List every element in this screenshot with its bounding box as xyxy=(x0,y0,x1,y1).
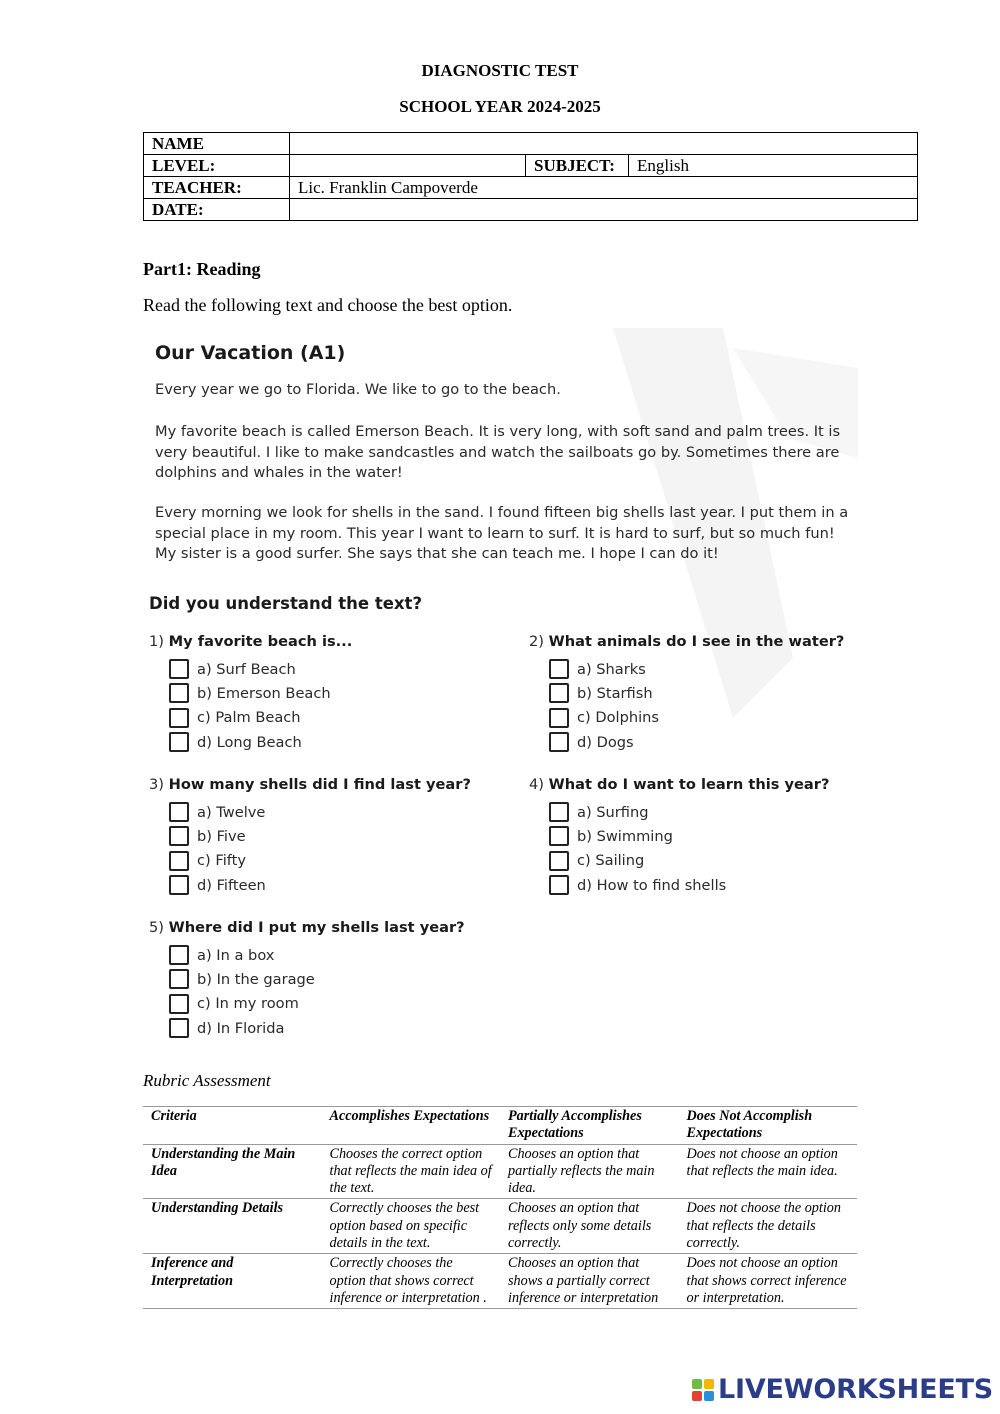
question-prompt: My favorite beach is... xyxy=(168,633,353,650)
rubric-header: Criteria xyxy=(151,1108,197,1124)
checkbox[interactable] xyxy=(169,945,189,965)
option-item[interactable] xyxy=(169,849,479,873)
subject-value: English xyxy=(629,155,918,177)
date-label: DATE: xyxy=(144,199,290,221)
option-label: c) Fifty xyxy=(197,852,246,870)
question-number: 4) xyxy=(529,776,544,793)
option-label: d) Dogs xyxy=(577,733,634,751)
option-item[interactable] xyxy=(169,800,479,824)
option-label: b) Swimming xyxy=(577,827,673,845)
question-text xyxy=(529,631,858,653)
rubric-criteria: Inference and Interpretation xyxy=(151,1255,234,1289)
rubric-criteria: Understanding Details xyxy=(151,1200,284,1217)
option-item[interactable] xyxy=(169,657,479,681)
question-3 xyxy=(149,774,479,897)
name-row xyxy=(144,133,918,155)
question-number: 2) xyxy=(529,633,544,650)
school-year: SCHOOL YEAR 2024-2025 xyxy=(399,97,601,116)
rubric-cell: Chooses an option that shows a partially correct inference or interpretation xyxy=(508,1255,659,1306)
question-number: 1) xyxy=(149,633,164,650)
question-prompt: What do I want to learn this year? xyxy=(548,776,830,793)
question-text xyxy=(149,774,479,796)
question-4 xyxy=(529,774,858,897)
name-label: NAME xyxy=(144,133,290,155)
date-field[interactable] xyxy=(290,199,918,221)
rubric-cell: Chooses the correct option that reflects the main idea of the text. xyxy=(329,1145,492,1197)
option-label: a) Twelve xyxy=(197,803,266,821)
option-item[interactable] xyxy=(169,730,479,754)
option-label: a) Surfing xyxy=(577,803,649,821)
rubric-cell: Correctly chooses the best option based on specific details in the text. xyxy=(329,1200,480,1252)
option-item[interactable] xyxy=(549,800,858,824)
logo-text: LIVEWORKSHEETS xyxy=(718,1374,994,1405)
checkbox[interactable] xyxy=(549,659,569,679)
checkbox[interactable] xyxy=(169,732,189,752)
checkbox[interactable] xyxy=(169,826,189,846)
option-item[interactable] xyxy=(169,992,479,1016)
option-item[interactable] xyxy=(169,706,479,730)
rubric-criteria: Understanding the Main Idea xyxy=(151,1145,296,1179)
question-number: 3) xyxy=(149,776,164,793)
option-item[interactable] xyxy=(549,849,858,873)
option-label: c) In my room xyxy=(197,995,299,1013)
option-item[interactable] xyxy=(169,824,479,848)
option-label: c) Dolphins xyxy=(577,709,659,727)
question-prompt: Where did I put my shells last year? xyxy=(168,919,465,936)
rubric-header: Accomplishes Expectations xyxy=(329,1108,490,1124)
date-row xyxy=(144,199,918,221)
level-label: LEVEL: xyxy=(144,155,290,177)
option-label: d) In Florida xyxy=(197,1019,285,1037)
option-item[interactable] xyxy=(169,1016,479,1040)
rubric-header: Partially Accomplishes Expectations xyxy=(508,1108,642,1142)
teacher-label: TEACHER: xyxy=(144,177,290,199)
option-label: d) Long Beach xyxy=(197,733,302,751)
teacher-value: Lic. Franklin Campoverde xyxy=(290,177,918,199)
option-item[interactable] xyxy=(549,873,858,897)
option-item[interactable] xyxy=(169,681,479,705)
rubric-row xyxy=(143,1144,857,1199)
option-item[interactable] xyxy=(549,730,858,754)
teacher-row xyxy=(144,177,918,199)
checkbox[interactable] xyxy=(169,708,189,728)
option-label: b) Emerson Beach xyxy=(197,684,331,702)
option-label: c) Palm Beach xyxy=(197,709,301,727)
checkbox[interactable] xyxy=(169,875,189,895)
option-label: b) Starfish xyxy=(577,684,653,702)
checkbox[interactable] xyxy=(549,683,569,703)
test-title: DIAGNOSTIC TEST xyxy=(421,61,579,80)
checkbox[interactable] xyxy=(169,683,189,703)
option-label: d) How to find shells xyxy=(577,876,727,894)
questions-heading: Did you understand the text? xyxy=(149,594,423,613)
checkbox[interactable] xyxy=(549,708,569,728)
instruction: Read the following text and choose the best option. xyxy=(143,295,513,315)
reading-paragraph: Every morning we look for shells in the sand. I found fifteen big shells last year. I put them in a special place in my room. This year I want to learn to surf. It is hard to surf, but so much fun! My sister is a good surfer. She says that she can teach me. I hope I can do it! xyxy=(155,504,849,562)
question-text xyxy=(149,631,479,653)
question-prompt: What animals do I see in the water? xyxy=(548,633,845,650)
name-field[interactable] xyxy=(290,133,918,155)
question-1 xyxy=(149,631,479,754)
subject-label: SUBJECT: xyxy=(526,155,629,177)
rubric-header: Does Not Accomplish Expectations xyxy=(686,1108,813,1142)
option-label: a) Surf Beach xyxy=(197,660,296,678)
question-2 xyxy=(529,631,858,754)
rubric-row xyxy=(143,1254,857,1309)
level-row xyxy=(144,155,918,177)
option-label: b) In the garage xyxy=(197,970,315,988)
logo-square xyxy=(692,1379,702,1389)
checkbox[interactable] xyxy=(169,802,189,822)
reading-paragraph: Every year we go to Florida. We like to go to the beach. xyxy=(155,381,561,398)
option-item[interactable] xyxy=(549,824,858,848)
rubric-cell: Correctly chooses the option that shows correct inference or interpretation . xyxy=(329,1255,487,1306)
option-item[interactable] xyxy=(549,706,858,730)
rubric-cell: Chooses an option that reflects only some details correctly. xyxy=(508,1200,652,1252)
rubric-cell: Does not choose the option that reflects the details correctly. xyxy=(686,1200,841,1252)
rubric-cell: Chooses an option that partially reflects the main idea. xyxy=(508,1145,655,1197)
option-item[interactable] xyxy=(169,943,479,967)
checkbox[interactable] xyxy=(549,732,569,752)
option-label: a) Sharks xyxy=(577,660,646,678)
checkbox[interactable] xyxy=(549,826,569,846)
question-text xyxy=(149,917,479,939)
option-item[interactable] xyxy=(169,967,479,991)
part-title: Part1: Reading xyxy=(143,259,261,279)
option-label: a) In a box xyxy=(197,946,275,964)
rubric-row xyxy=(143,1199,857,1254)
checkbox[interactable] xyxy=(169,659,189,679)
rubric-header-row xyxy=(143,1107,857,1145)
question-text xyxy=(529,774,858,796)
checkbox[interactable] xyxy=(169,969,189,989)
liveworksheets-logo-icon xyxy=(692,1379,714,1401)
option-item[interactable] xyxy=(549,657,858,681)
option-item[interactable] xyxy=(549,681,858,705)
question-number: 5) xyxy=(149,919,164,936)
checkbox[interactable] xyxy=(549,875,569,895)
option-label: c) Sailing xyxy=(577,852,645,870)
checkbox[interactable] xyxy=(549,851,569,871)
rubric-label: Rubric Assessment xyxy=(143,1071,271,1090)
option-label: b) Five xyxy=(197,827,246,845)
reading-paragraph: My favorite beach is called Emerson Beach. It is very long, with soft sand and palm trees. It is very beautiful. I like to make sandcastles and watch the sailboats go by. Sometimes there are dolphins and whales in the water! xyxy=(155,423,841,481)
checkbox[interactable] xyxy=(549,802,569,822)
liveworksheets-logo xyxy=(692,1374,993,1405)
checkbox[interactable] xyxy=(169,994,189,1014)
question-5 xyxy=(149,917,479,1040)
checkbox[interactable] xyxy=(169,851,189,871)
logo-square xyxy=(704,1379,714,1389)
question-prompt: How many shells did I find last year? xyxy=(168,776,471,793)
logo-square xyxy=(704,1391,714,1401)
logo-square xyxy=(692,1391,702,1401)
reading-section xyxy=(143,328,858,1046)
student-info-table xyxy=(143,132,918,221)
rubric-table xyxy=(143,1106,857,1309)
level-field[interactable] xyxy=(290,155,526,177)
option-item[interactable] xyxy=(169,873,479,897)
rubric-cell: Does not choose an option that reflects the main idea. xyxy=(686,1145,838,1179)
reading-title: Our Vacation (A1) xyxy=(155,342,346,364)
checkbox[interactable] xyxy=(169,1018,189,1038)
option-label: d) Fifteen xyxy=(197,876,266,894)
rubric-cell: Does not choose an option that shows correct inference or interpretation. xyxy=(686,1255,847,1306)
